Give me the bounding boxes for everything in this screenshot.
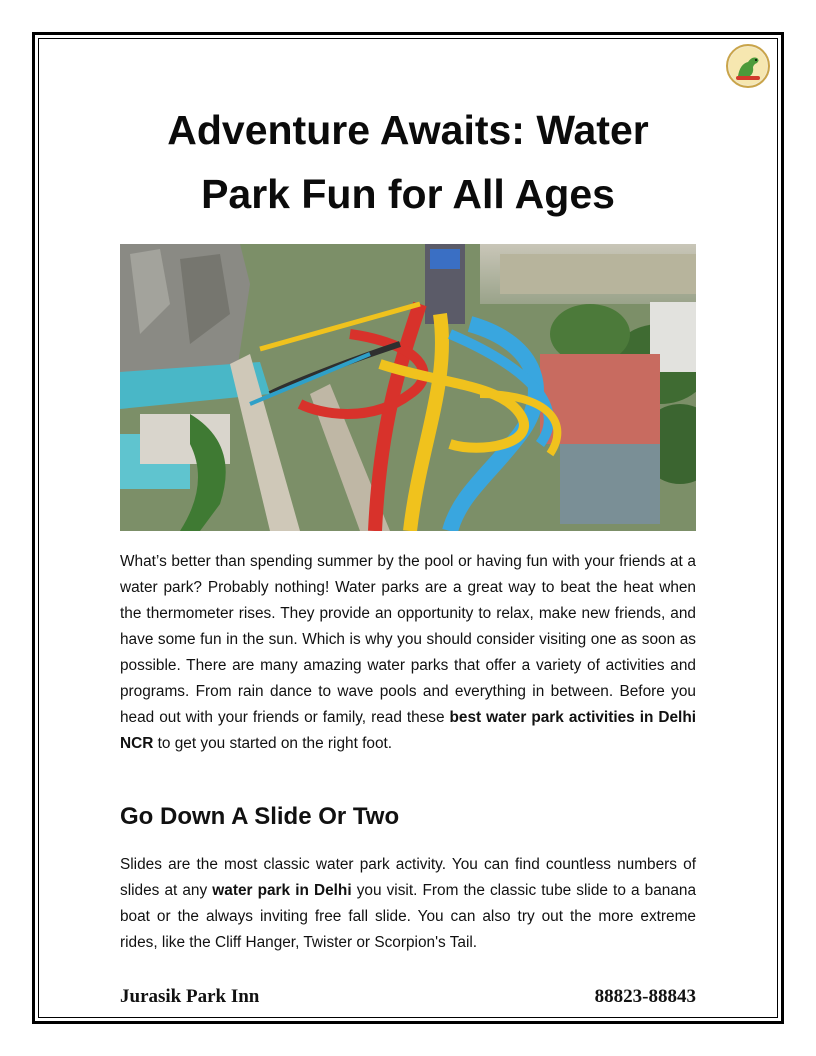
intro-link-text: best water park activities in Delhi NCR <box>120 709 697 752</box>
page-title <box>120 98 696 226</box>
section-text: Slides are the most classic water park activity. You can find countless numbers of slides at any <box>120 856 696 899</box>
section-text-end: you visit. From the classic tube slide to a banana boat or the always inviting free fall slide. You can also try out the more extreme rides, like the Cliff Hanger, Twister or Scorpion's Tail. <box>120 882 696 951</box>
dinosaur-logo-icon <box>726 44 770 88</box>
section-paragraph <box>120 852 696 956</box>
title-line-1: Adventure Awaits: Water <box>167 107 649 153</box>
intro-text: What’s better than spending summer by the pool or having fun with your friends at a water park? Probably nothing! Water parks are a great way to beat the heat when the thermometer rises. They provide an opportunity to relax, make new friends, and have some fun in the sun. Which is why you should consider visiting one as soon as possible. There are many amazing water parks that offer a variety of activities and programs. From rain dance to wave pools and everything in between. Before you head out with your friends or family, read these <box>120 553 696 726</box>
title-line-2: Park Fun for All Ages <box>201 171 615 217</box>
intro-paragraph <box>120 549 696 757</box>
section-heading: Go Down A Slide Or Two <box>120 803 400 830</box>
intro-text-end: to get you started on the right foot. <box>153 735 393 752</box>
footer-business-name: Jurasik Park Inn <box>120 986 260 1007</box>
footer-phone: 88823-88843 <box>594 986 696 1007</box>
page-footer <box>120 985 696 1009</box>
water-park-aerial-photo <box>120 244 696 531</box>
section-link-text: water park in Delhi <box>212 882 352 899</box>
